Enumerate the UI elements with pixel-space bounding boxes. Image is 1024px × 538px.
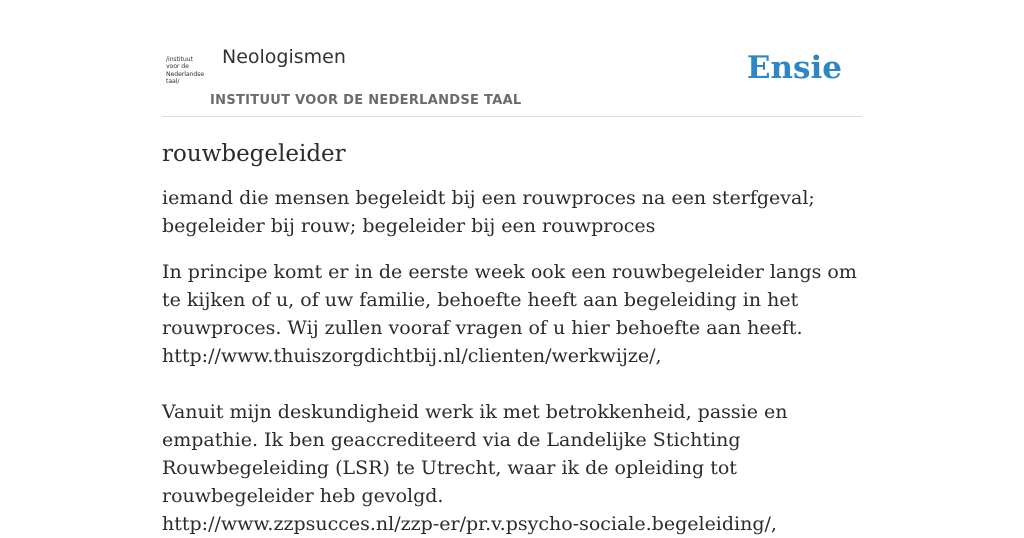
quote-source: http://www.thuiszorgdichtbij.nl/clienten/werkwijze/, bbox=[162, 345, 662, 367]
logo-line: Nederlandse bbox=[166, 70, 205, 78]
logo-line: voor de bbox=[166, 63, 189, 71]
quote-spacer bbox=[162, 370, 862, 398]
entry-definition: iemand die mensen begeleidt bij een rouwproces na een sterfgeval; begeleider bij rouw; begeleider bij een rouwproces bbox=[162, 187, 815, 237]
site-header bbox=[162, 40, 862, 117]
logo-line: taal/ bbox=[166, 78, 180, 86]
quote-block bbox=[162, 258, 862, 538]
ensie-logo-link[interactable]: Ensie bbox=[746, 50, 842, 86]
logo-line: /instituut bbox=[166, 56, 193, 63]
site-name[interactable]: Neologismen bbox=[222, 46, 346, 68]
entry-term: rouwbegeleider bbox=[162, 141, 346, 167]
entry-content bbox=[162, 137, 862, 538]
ivdnt-logo[interactable] bbox=[166, 56, 208, 90]
quote-text: Vanuit mijn deskundigheid werk ik met betrokkenheid, passie en empathie. Ik ben geaccrediteerd via de Landelijke Stichting Rouwbegeleiding (LSR) te Utrecht, waar ik de opleiding tot rouwbegeleider heb gevolgd. bbox=[162, 401, 788, 507]
quote-text: In principe komt er in de eerste week ook een rouwbegeleider langs om te kijken of u, of uw familie, behoefte heeft aan begeleiding in het rouwproces. Wij zullen vooraf vragen of u hier behoefte aan heeft. bbox=[162, 261, 857, 339]
quote-source: http://www.zzpsucces.nl/zzp-er/pr.v.psycho-sociale.begeleiding/, bbox=[162, 513, 777, 535]
publisher-name: INSTITUUT VOOR DE NEDERLANDSE TAAL bbox=[210, 93, 522, 108]
